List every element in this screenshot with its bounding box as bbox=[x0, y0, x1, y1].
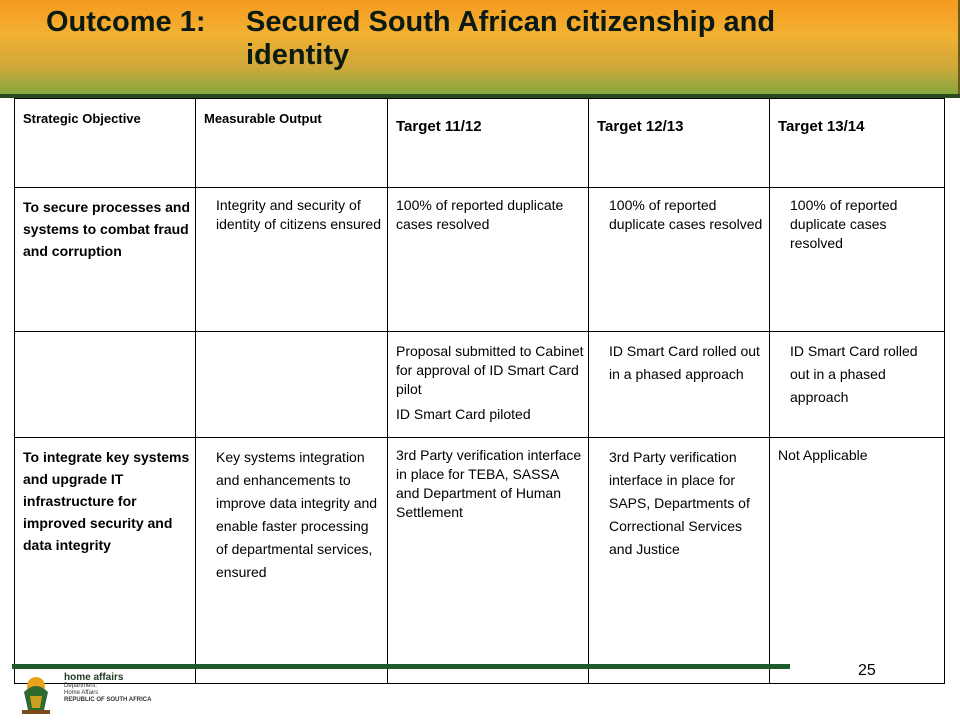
cell-target-12-13: ID Smart Card rolled out in a phased approach bbox=[589, 332, 770, 438]
cell-text: ID Smart Card piloted bbox=[396, 406, 531, 422]
cell-output: Key systems integration and enhancements to improve data integrity and enable faster processing of departmental services, ensured bbox=[196, 438, 388, 684]
cell-output: Integrity and security of identity of citizens ensured bbox=[196, 188, 388, 332]
column-header-strategic-objective: Strategic Objective bbox=[15, 99, 196, 188]
logo-line-1: Department: bbox=[64, 683, 98, 689]
coat-of-arms-icon bbox=[14, 670, 58, 716]
column-header-target-12-13: Target 12/13 bbox=[589, 99, 770, 188]
logo-line-3: REPUBLIC OF SOUTH AFRICA bbox=[64, 697, 152, 703]
column-header-target-13-14: Target 13/14 bbox=[770, 99, 945, 188]
cell-target-11-12: 3rd Party verification interface in place for TEBA, SASSA and Department of Human Settlement bbox=[388, 438, 589, 684]
table-row bbox=[15, 438, 945, 684]
cell-target-13-14: Not Applicable bbox=[770, 438, 945, 684]
cell-target-12-13: 3rd Party verification interface in place for SAPS, Departments of Correctional Services and Justice bbox=[589, 438, 770, 684]
cell-target-11-12 bbox=[388, 332, 589, 438]
cell-output bbox=[196, 332, 388, 438]
cell-target-12-13: 100% of reported duplicate cases resolved bbox=[589, 188, 770, 332]
cell-objective bbox=[15, 332, 196, 438]
department-logo bbox=[14, 670, 194, 716]
logo-text bbox=[64, 672, 151, 704]
cell-target-13-14: 100% of reported duplicate cases resolved bbox=[770, 188, 945, 332]
column-header-measurable-output: Measurable Output bbox=[196, 99, 388, 188]
footer-divider bbox=[12, 664, 790, 669]
outcome-label: Outcome 1: bbox=[46, 6, 206, 38]
cell-target-13-14: ID Smart Card rolled out in a phased approach bbox=[770, 332, 945, 438]
cell-objective: To integrate key systems and upgrade IT infrastructure for improved security and data integrity bbox=[15, 438, 196, 684]
column-header-target-11-12: Target 11/12 bbox=[388, 99, 589, 188]
targets-table bbox=[14, 98, 945, 684]
logo-line-2: Home Affairs bbox=[64, 690, 99, 696]
outcome-title: Secured South African citizenship and identity bbox=[246, 6, 776, 71]
table-row bbox=[15, 332, 945, 438]
table-header-row bbox=[15, 99, 945, 188]
logo-name: home affairs bbox=[64, 672, 124, 683]
cell-target-11-12: 100% of reported duplicate cases resolved bbox=[388, 188, 589, 332]
table-row bbox=[15, 188, 945, 332]
cell-text: Proposal submitted to Cabinet for approval of ID Smart Card pilot bbox=[396, 343, 584, 397]
page-number: 25 bbox=[858, 662, 876, 679]
cell-objective: To secure processes and systems to combat fraud and corruption bbox=[15, 188, 196, 332]
